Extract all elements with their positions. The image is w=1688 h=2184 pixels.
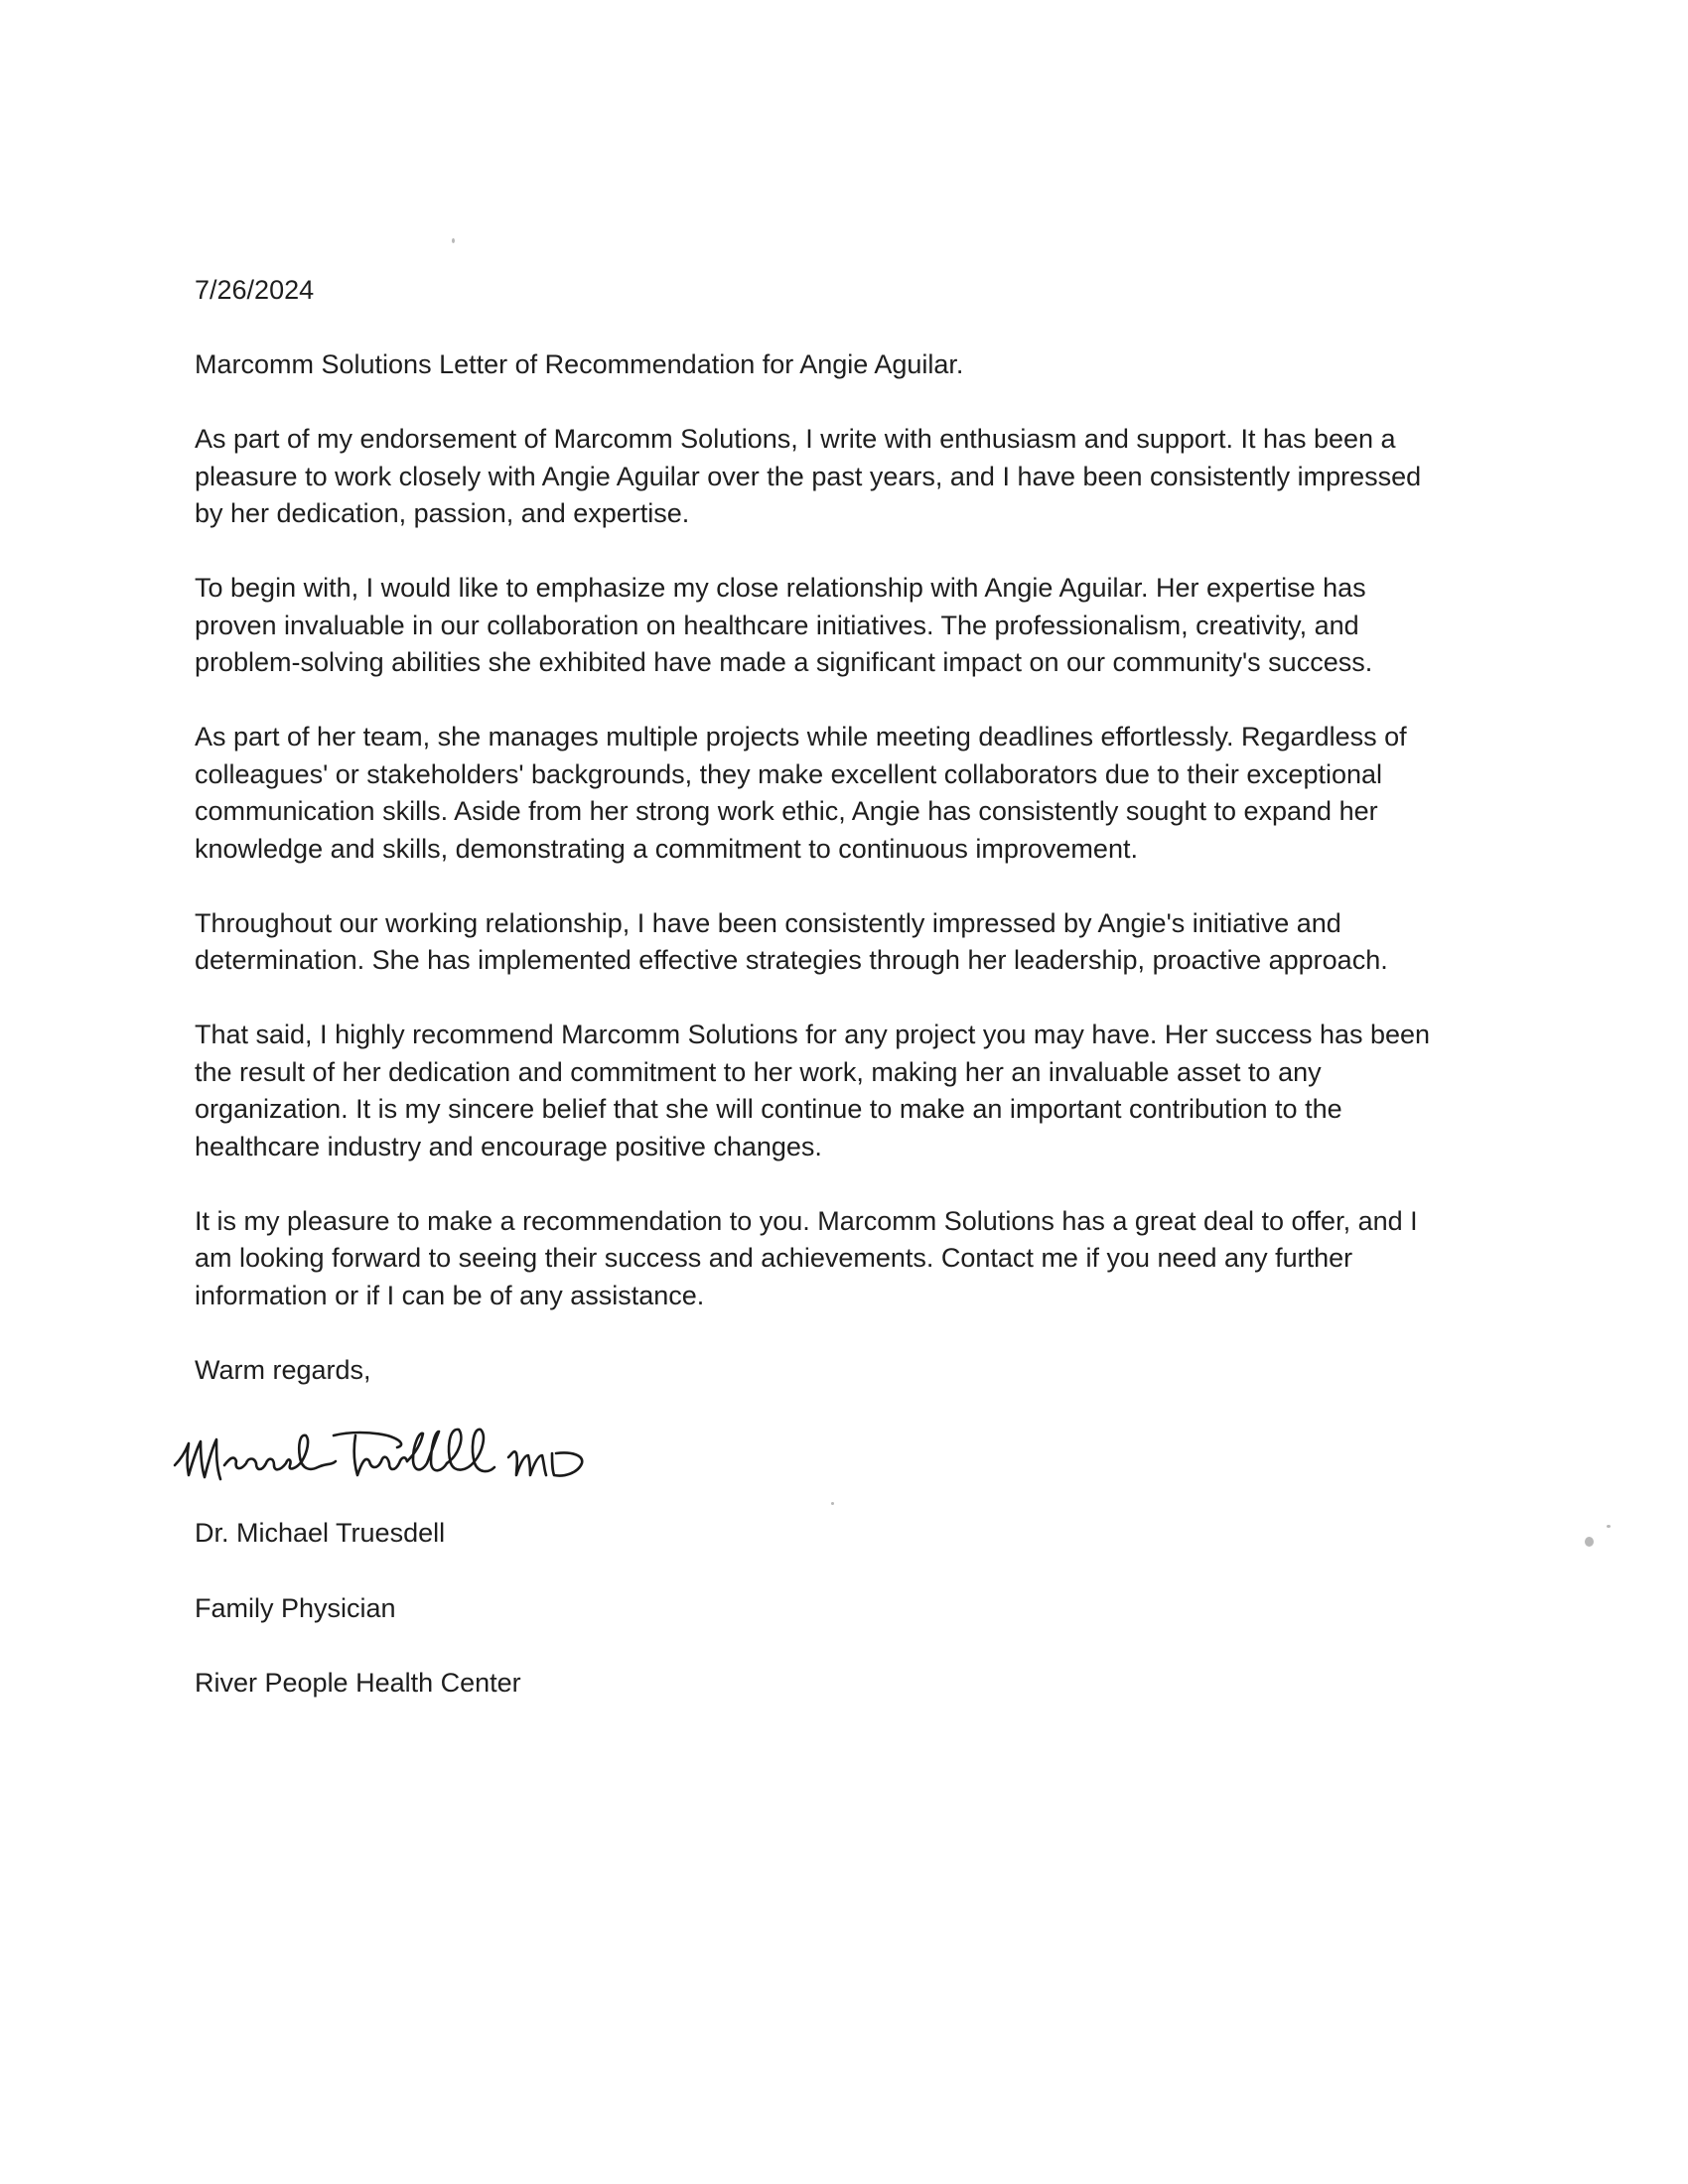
signature-stroke (224, 1458, 302, 1470)
paragraph-line: To begin with, I would like to emphasize my close relationship with Angie Aguilar. Her expertise has (195, 573, 1366, 603)
paragraph-line: am looking forward to seeing their success and achievements. Contact me if you need any further (195, 1243, 1353, 1273)
letter-body (195, 272, 1485, 1389)
paragraph-line: As part of my endorsement of Marcomm Solutions, I write with enthusiasm and support. It has been a (195, 424, 1396, 454)
signer-block (195, 1496, 521, 1721)
subject-text: Marcomm Solutions Letter of Recommendation for Angie Aguilar. (195, 349, 964, 379)
signature-stroke (407, 1432, 447, 1470)
closing-text: Warm regards, (195, 1354, 371, 1385)
paragraph-line: colleagues' or stakeholders' backgrounds, they make excellent collaborators due to their exceptional (195, 758, 1383, 789)
paragraph-3 (195, 719, 1485, 868)
signature-stroke (175, 1439, 220, 1479)
handwritten-signature (171, 1418, 667, 1497)
paragraph-line: communication skills. Aside from her strong work ethic, Angie has consistently sought to expand her (195, 796, 1378, 826)
paragraph-5 (195, 1017, 1485, 1165)
paragraph-line: As part of her team, she manages multiple projects while meeting deadlines effortlessly. Regardless of (195, 722, 1407, 751)
paragraph-line: problem-solving abilities she exhibited have made a significant impact on our community's success. (195, 647, 1373, 677)
paragraph-line: healthcare industry and encourage positive changes. (195, 1131, 822, 1161)
signature-stroke (552, 1452, 582, 1475)
paragraph-line: proven invaluable in our collaboration on healthcare initiatives. The professionalism, creativity, and (195, 610, 1359, 640)
letter-subject (195, 346, 1485, 384)
signature-stroke (508, 1451, 546, 1475)
letter-closing (195, 1352, 1485, 1390)
paragraph-line: by her dedication, passion, and expertise. (195, 498, 690, 528)
letter-date (195, 272, 1485, 310)
scan-speck (452, 238, 455, 243)
paragraph-line: Throughout our working relationship, I have been consistently impressed by Angie's initiative and (195, 907, 1341, 938)
signature-stroke (299, 1435, 336, 1469)
signer-organization: River People Health Center (195, 1668, 521, 1698)
paragraph-line: information or if I can be of any assistance. (195, 1280, 705, 1310)
date-text: 7/26/2024 (195, 275, 315, 305)
scan-speck (831, 1502, 834, 1505)
paragraph-line: pleasure to work closely with Angie Aguilar over the past years, and I have been consistently impressed (195, 461, 1422, 491)
signature-stroke (334, 1433, 401, 1447)
paragraph-line: That said, I highly recommend Marcomm Solutions for any project you may have. Her success has been (195, 1020, 1431, 1049)
scan-speck (1607, 1525, 1611, 1528)
paragraph-line: knowledge and skills, demonstrating a commitment to continuous improvement. (195, 833, 1138, 864)
paragraph-1 (195, 421, 1485, 533)
paragraph-6 (195, 1203, 1485, 1315)
scan-speck (1585, 1537, 1594, 1547)
paragraph-line: the result of her dedication and commitment to her work, making her an invaluable asset to any (195, 1056, 1322, 1087)
signer-name: Dr. Michael Truesdell (195, 1518, 446, 1548)
paragraph-line: determination. She has implemented effective strategies through her leadership, proactive approach. (195, 945, 1388, 975)
signer-title: Family Physician (195, 1592, 396, 1623)
paragraph-line: organization. It is my sincere belief that she will continue to make an important contribution to the (195, 1094, 1342, 1124)
paragraph-4 (195, 905, 1485, 980)
paragraph-2 (195, 570, 1485, 682)
paragraph-line: It is my pleasure to make a recommendation to you. Marcomm Solutions has a great deal to offer, and I (195, 1205, 1418, 1236)
signature-stroke (447, 1430, 494, 1471)
